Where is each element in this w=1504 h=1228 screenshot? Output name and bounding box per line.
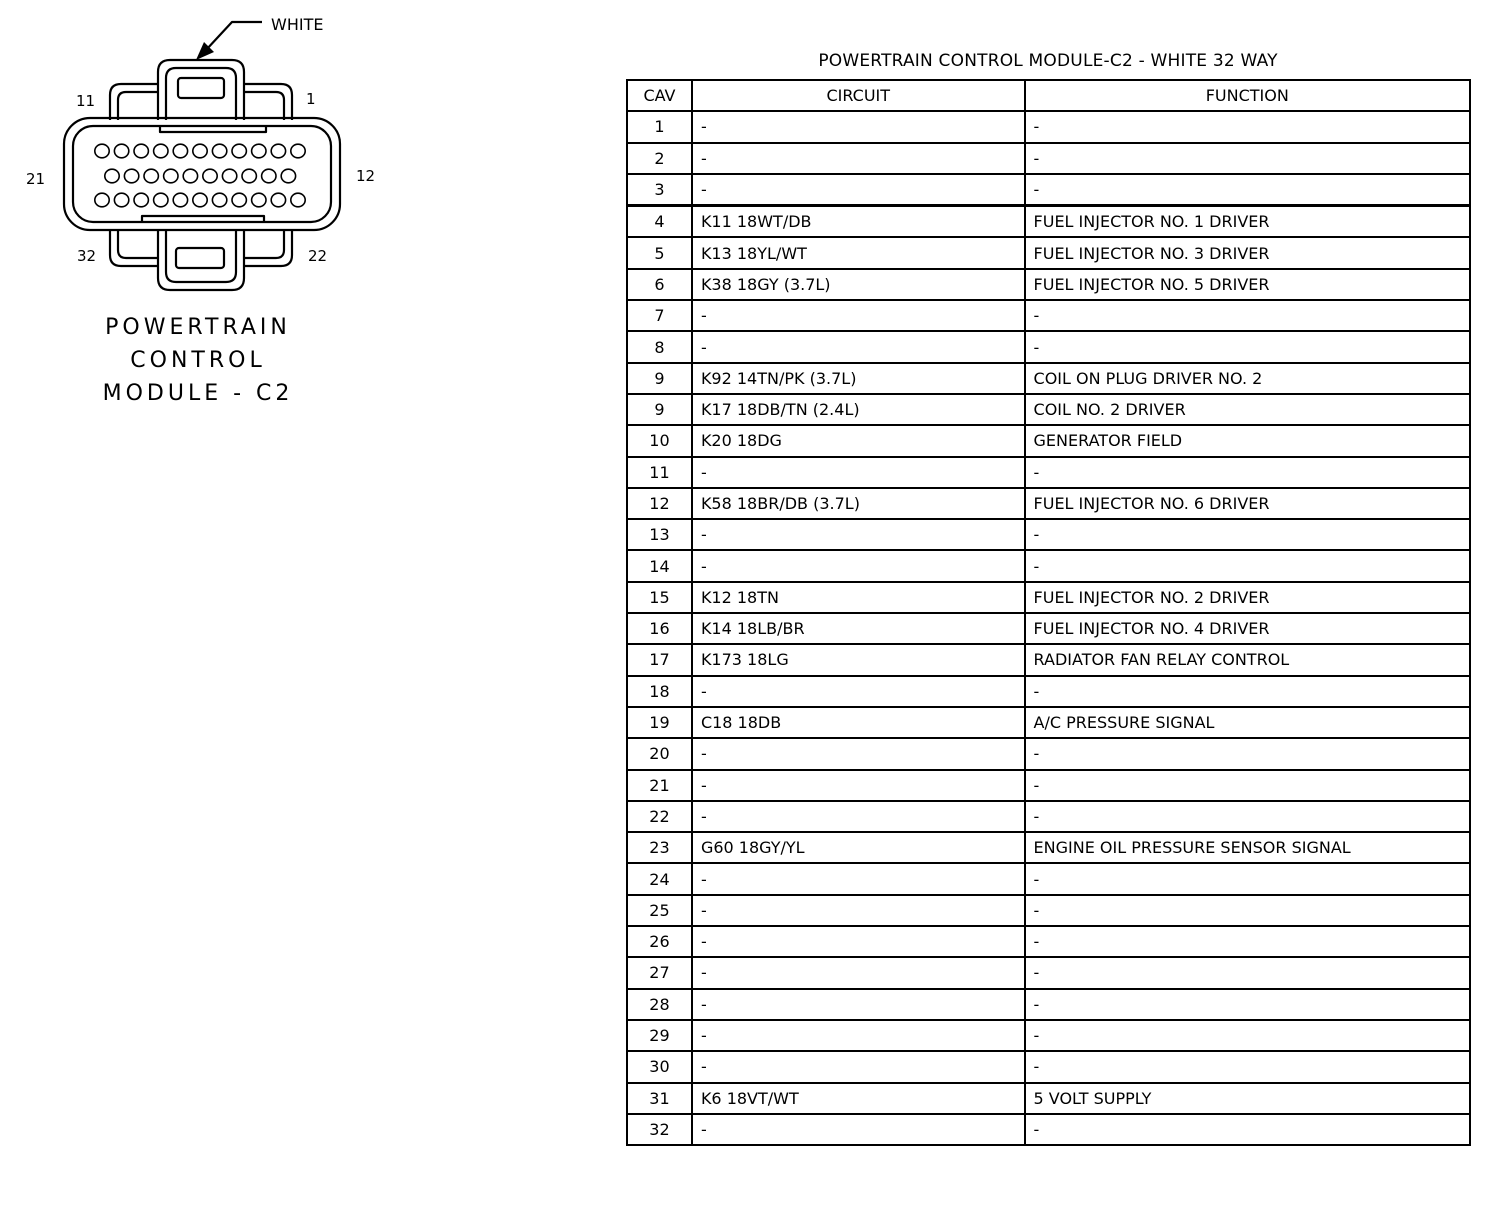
cav-cell: 31 — [627, 1083, 692, 1114]
circuit-cell: K11 18WT/DB — [692, 206, 1025, 238]
circuit-cell: - — [692, 550, 1025, 581]
pin-label-left: 21 — [26, 170, 46, 188]
cav-cell: 13 — [627, 519, 692, 550]
cav-cell: 22 — [627, 801, 692, 832]
pin-hole — [134, 144, 148, 158]
table-header-row — [627, 80, 1470, 111]
function-cell: COIL NO. 2 DRIVER — [1025, 394, 1470, 425]
pin-label-bottom-left: 32 — [77, 247, 97, 265]
pin-hole — [173, 193, 187, 207]
table-row — [627, 957, 1470, 988]
cav-cell: 9 — [627, 363, 692, 394]
cav-cell: 2 — [627, 143, 692, 174]
circuit-cell: K173 18LG — [692, 644, 1025, 675]
table-row — [627, 519, 1470, 550]
cav-cell: 15 — [627, 582, 692, 613]
cav-cell: 1 — [627, 111, 692, 142]
cav-cell: 28 — [627, 989, 692, 1020]
circuit-cell: K12 18TN — [692, 582, 1025, 613]
function-cell: - — [1025, 989, 1470, 1020]
table-row — [627, 237, 1470, 268]
table-row — [627, 363, 1470, 394]
circuit-cell: - — [692, 111, 1025, 142]
cav-cell: 5 — [627, 237, 692, 268]
table-row — [627, 770, 1470, 801]
function-cell: - — [1025, 457, 1470, 488]
pin-hole — [203, 169, 217, 183]
table-row — [627, 269, 1470, 300]
pin-label-bottom-right: 22 — [308, 247, 328, 265]
table-row — [627, 331, 1470, 362]
cav-cell: 25 — [627, 895, 692, 926]
function-cell: FUEL INJECTOR NO. 1 DRIVER — [1025, 206, 1470, 238]
circuit-cell: - — [692, 895, 1025, 926]
function-cell: ENGINE OIL PRESSURE SENSOR SIGNAL — [1025, 832, 1470, 863]
pin-hole — [262, 169, 276, 183]
connector-name-line-3: MODULE - C2 — [102, 381, 294, 406]
circuit-cell: - — [692, 1051, 1025, 1082]
function-cell: - — [1025, 300, 1470, 331]
function-cell: FUEL INJECTOR NO. 4 DRIVER — [1025, 613, 1470, 644]
pin-hole — [193, 193, 207, 207]
table-row — [627, 738, 1470, 769]
pin-hole — [281, 169, 295, 183]
function-cell: - — [1025, 770, 1470, 801]
cav-cell: 26 — [627, 926, 692, 957]
pin-hole — [222, 169, 236, 183]
circuit-cell: - — [692, 1114, 1025, 1145]
pin-hole — [173, 144, 187, 158]
circuit-cell: K17 18DB/TN (2.4L) — [692, 394, 1025, 425]
function-cell: - — [1025, 676, 1470, 707]
cav-cell: 24 — [627, 863, 692, 894]
circuit-cell: - — [692, 143, 1025, 174]
circuit-cell: - — [692, 300, 1025, 331]
function-cell: - — [1025, 550, 1470, 581]
function-cell: - — [1025, 895, 1470, 926]
circuit-cell: - — [692, 801, 1025, 832]
table-row — [627, 1114, 1470, 1145]
circuit-cell: K38 18GY (3.7L) — [692, 269, 1025, 300]
cav-cell: 7 — [627, 300, 692, 331]
pin-label-right: 12 — [356, 167, 376, 185]
circuit-cell: - — [692, 738, 1025, 769]
pin-hole — [291, 144, 305, 158]
cav-cell: 21 — [627, 770, 692, 801]
pin-hole — [124, 169, 138, 183]
table-row — [627, 582, 1470, 613]
pin-hole — [183, 169, 197, 183]
circuit-cell: - — [692, 331, 1025, 362]
function-cell: GENERATOR FIELD — [1025, 425, 1470, 456]
pin-hole — [134, 193, 148, 207]
function-cell: - — [1025, 863, 1470, 894]
table-row — [627, 174, 1470, 206]
pin-hole — [212, 144, 226, 158]
function-cell: - — [1025, 174, 1470, 206]
cav-cell: 30 — [627, 1051, 692, 1082]
connector-diagram — [0, 0, 600, 420]
function-cell: FUEL INJECTOR NO. 3 DRIVER — [1025, 237, 1470, 268]
function-cell: - — [1025, 143, 1470, 174]
cav-cell: 4 — [627, 206, 692, 238]
cav-cell: 18 — [627, 676, 692, 707]
circuit-cell: K14 18LB/BR — [692, 613, 1025, 644]
cav-cell: 20 — [627, 738, 692, 769]
pinout-table — [626, 79, 1471, 1146]
circuit-cell: - — [692, 174, 1025, 206]
table-row — [627, 1020, 1470, 1051]
pin-hole — [232, 193, 246, 207]
function-cell: - — [1025, 1020, 1470, 1051]
connector-name-line-2: CONTROL — [130, 348, 266, 373]
connector-name-line-1: POWERTRAIN — [105, 315, 291, 340]
function-cell: FUEL INJECTOR NO. 6 DRIVER — [1025, 488, 1470, 519]
function-cell: - — [1025, 801, 1470, 832]
table-row — [627, 206, 1470, 238]
circuit-cell: C18 18DB — [692, 707, 1025, 738]
cav-cell: 12 — [627, 488, 692, 519]
table-row — [627, 394, 1470, 425]
circuit-cell: - — [692, 457, 1025, 488]
pin-hole — [252, 144, 266, 158]
function-cell: A/C PRESSURE SIGNAL — [1025, 707, 1470, 738]
circuit-cell: - — [692, 926, 1025, 957]
function-cell: - — [1025, 738, 1470, 769]
circuit-cell: K58 18BR/DB (3.7L) — [692, 488, 1025, 519]
function-cell: FUEL INJECTOR NO. 5 DRIVER — [1025, 269, 1470, 300]
pin-hole — [144, 169, 158, 183]
pin-hole — [114, 144, 128, 158]
pin-hole — [242, 169, 256, 183]
cav-cell: 14 — [627, 550, 692, 581]
pin-label-top-left: 11 — [76, 92, 96, 110]
cav-cell: 29 — [627, 1020, 692, 1051]
function-cell: - — [1025, 926, 1470, 957]
pin-hole — [105, 169, 119, 183]
table-row — [627, 676, 1470, 707]
circuit-cell: - — [692, 989, 1025, 1020]
function-cell: - — [1025, 957, 1470, 988]
pin-hole — [232, 144, 246, 158]
table-row — [627, 926, 1470, 957]
cav-cell: 17 — [627, 644, 692, 675]
function-cell: - — [1025, 1051, 1470, 1082]
pin-hole — [114, 193, 128, 207]
table-row — [627, 425, 1470, 456]
cav-cell: 6 — [627, 269, 692, 300]
function-cell: 5 VOLT SUPPLY — [1025, 1083, 1470, 1114]
cav-cell: 8 — [627, 331, 692, 362]
pin-hole — [271, 193, 285, 207]
table-row — [627, 895, 1470, 926]
table-row — [627, 550, 1470, 581]
cav-cell: 23 — [627, 832, 692, 863]
table-row — [627, 1083, 1470, 1114]
function-cell: - — [1025, 1114, 1470, 1145]
cav-cell: 10 — [627, 425, 692, 456]
function-cell: COIL ON PLUG DRIVER NO. 2 — [1025, 363, 1470, 394]
circuit-cell: - — [692, 957, 1025, 988]
cav-cell: 32 — [627, 1114, 692, 1145]
table-row — [627, 111, 1470, 142]
pin-holes — [95, 144, 305, 207]
pin-hole — [154, 193, 168, 207]
cav-cell: 9 — [627, 394, 692, 425]
pin-hole — [212, 193, 226, 207]
circuit-cell: K20 18DG — [692, 425, 1025, 456]
table-row — [627, 801, 1470, 832]
header-function: FUNCTION — [1025, 80, 1470, 111]
color-callout-label: WHITE — [271, 15, 324, 34]
circuit-cell: K6 18VT/WT — [692, 1083, 1025, 1114]
function-cell: - — [1025, 111, 1470, 142]
function-cell: - — [1025, 519, 1470, 550]
circuit-cell: - — [692, 519, 1025, 550]
table-row — [627, 832, 1470, 863]
table-row — [627, 613, 1470, 644]
pin-hole — [95, 193, 109, 207]
cav-cell: 16 — [627, 613, 692, 644]
circuit-cell: - — [692, 863, 1025, 894]
function-cell: FUEL INJECTOR NO. 2 DRIVER — [1025, 582, 1470, 613]
table-row — [627, 644, 1470, 675]
table-row — [627, 989, 1470, 1020]
function-cell: RADIATOR FAN RELAY CONTROL — [1025, 644, 1470, 675]
circuit-cell: - — [692, 676, 1025, 707]
table-row — [627, 488, 1470, 519]
pin-label-top-right: 1 — [306, 90, 316, 108]
table-row — [627, 1051, 1470, 1082]
pin-hole — [252, 193, 266, 207]
table-title: POWERTRAIN CONTROL MODULE-C2 - WHITE 32 WAY — [818, 51, 1278, 71]
header-circuit: CIRCUIT — [692, 80, 1025, 111]
header-cav: CAV — [627, 80, 692, 111]
pin-hole — [271, 144, 285, 158]
circuit-cell: K92 14TN/PK (3.7L) — [692, 363, 1025, 394]
table-row — [627, 707, 1470, 738]
table-row — [627, 143, 1470, 174]
pin-hole — [291, 193, 305, 207]
pin-hole — [154, 144, 168, 158]
table-row — [627, 457, 1470, 488]
table-row — [627, 863, 1470, 894]
circuit-cell: G60 18GY/YL — [692, 832, 1025, 863]
cav-cell: 11 — [627, 457, 692, 488]
cav-cell: 19 — [627, 707, 692, 738]
pin-hole — [95, 144, 109, 158]
pin-hole — [164, 169, 178, 183]
pin-hole — [193, 144, 207, 158]
circuit-cell: K13 18YL/WT — [692, 237, 1025, 268]
cav-cell: 3 — [627, 174, 692, 206]
pinout-body — [627, 111, 1470, 1145]
table-row — [627, 300, 1470, 331]
circuit-cell: - — [692, 770, 1025, 801]
circuit-cell: - — [692, 1020, 1025, 1051]
cav-cell: 27 — [627, 957, 692, 988]
function-cell: - — [1025, 331, 1470, 362]
